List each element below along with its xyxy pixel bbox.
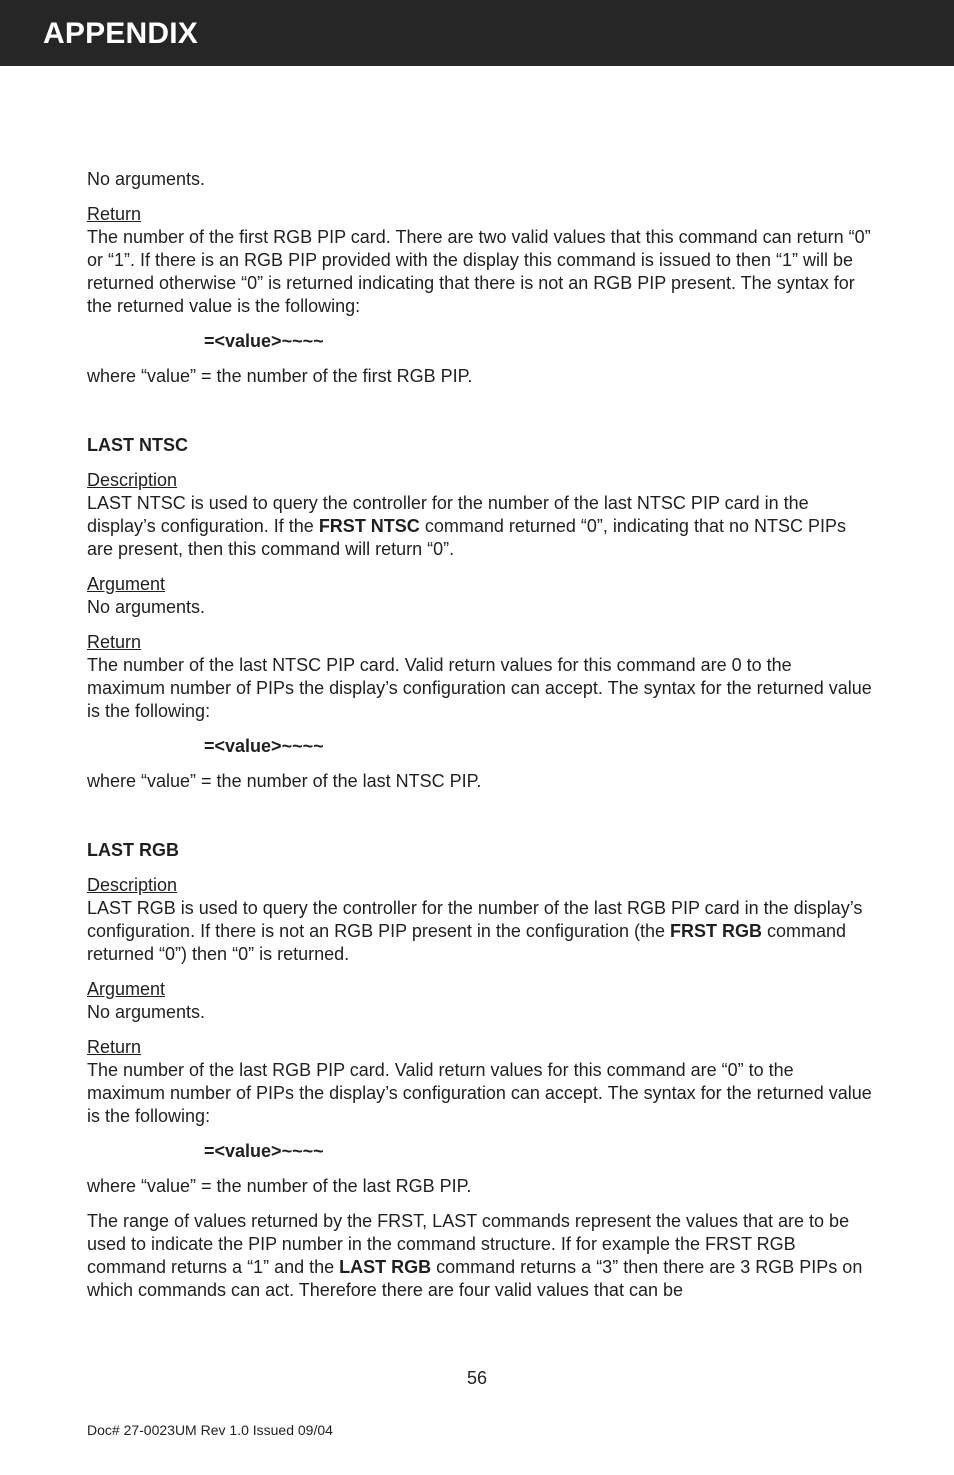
page-title: APPENDIX	[43, 17, 198, 50]
last-ntsc-return-text: The number of the last NTSC PIP card. Valid return values for this command are 0 to the maximum number of PIPs the display’s configuration can accept. The syntax for the returned value is the following:	[87, 655, 872, 721]
last-ntsc-description	[87, 492, 872, 561]
intro-syntax: =<value>~~~~	[204, 331, 324, 351]
last-ntsc-where: where “value” = the number of the last NTSC PIP.	[87, 771, 482, 791]
last-rgb-description-heading: Description	[87, 875, 178, 895]
last-rgb-return-heading: Return	[87, 1037, 142, 1057]
header-bar	[0, 0, 954, 66]
intro-where: where “value” = the number of the first RGB PIP.	[87, 366, 473, 386]
last-rgb-desc-part2: command returned “0”) then “0” is returned.	[87, 921, 847, 964]
intro-return-heading: Return	[87, 204, 142, 224]
last-rgb-return-text: The number of the last RGB PIP card. Valid return values for this command are “0” to the maximum number of PIPs the display’s configuration can accept. The syntax for the returned value is the following:	[87, 1060, 872, 1126]
last-rgb-desc-bold: FRST RGB	[670, 921, 763, 941]
last-ntsc-desc-part2: command returned “0”, indicating that no NTSC PIPs are present, then this command will return “0”.	[87, 516, 847, 559]
page-number: 56	[466, 1368, 488, 1388]
range-part2: command returns a “3” then there are 3 RGB PIPs on which commands can act. Therefore there are four valid values that can be	[87, 1257, 863, 1300]
page-content	[87, 168, 872, 1302]
last-rgb-argument-heading: Argument	[87, 979, 166, 999]
last-rgb-argument-text: No arguments.	[87, 1002, 206, 1022]
last-ntsc-argument-heading: Argument	[87, 574, 166, 594]
last-rgb-title: LAST RGB	[87, 840, 179, 860]
last-ntsc-desc-part1: LAST NTSC is used to query the controller for the number of the last NTSC PIP card in the display’s configuration. If the	[87, 493, 809, 536]
document-number: Doc# 27-0023UM Rev 1.0 Issued 09/04	[87, 1422, 333, 1438]
range-bold: LAST RGB	[339, 1257, 432, 1277]
last-ntsc-title: LAST NTSC	[87, 435, 188, 455]
last-rgb-desc-part1: LAST RGB is used to query the controller for the number of the last RGB PIP card in the display’s configuration. If there is not an RGB PIP present in the configuration (the	[87, 898, 863, 941]
last-ntsc-syntax: =<value>~~~~	[204, 736, 324, 756]
last-ntsc-description-heading: Description	[87, 470, 178, 490]
last-rgb-syntax: =<value>~~~~	[204, 1141, 324, 1161]
last-rgb-where: where “value” = the number of the last RGB PIP.	[87, 1176, 472, 1196]
last-ntsc-desc-bold: FRST NTSC	[318, 516, 420, 536]
intro-return-text: The number of the first RGB PIP card. There are two valid values that this command can return “0” or “1”. If there is an RGB PIP provided with the display this command is issued to then “1” will be returned otherwise “0” is returned indicating that there is not an RGB PIP present. The syntax for the returned value is the following:	[87, 227, 871, 316]
intro-arguments: No arguments.	[87, 169, 206, 189]
last-ntsc-return-heading: Return	[87, 632, 142, 652]
last-ntsc-argument-text: No arguments.	[87, 597, 206, 617]
last-rgb-description	[87, 897, 872, 966]
range-paragraph	[87, 1210, 872, 1302]
range-part1: The range of values returned by the FRST, LAST commands represent the values that are to be used to indicate the PIP number in the command structure. If for example the FRST RGB command returns a “1” and the	[87, 1211, 850, 1277]
